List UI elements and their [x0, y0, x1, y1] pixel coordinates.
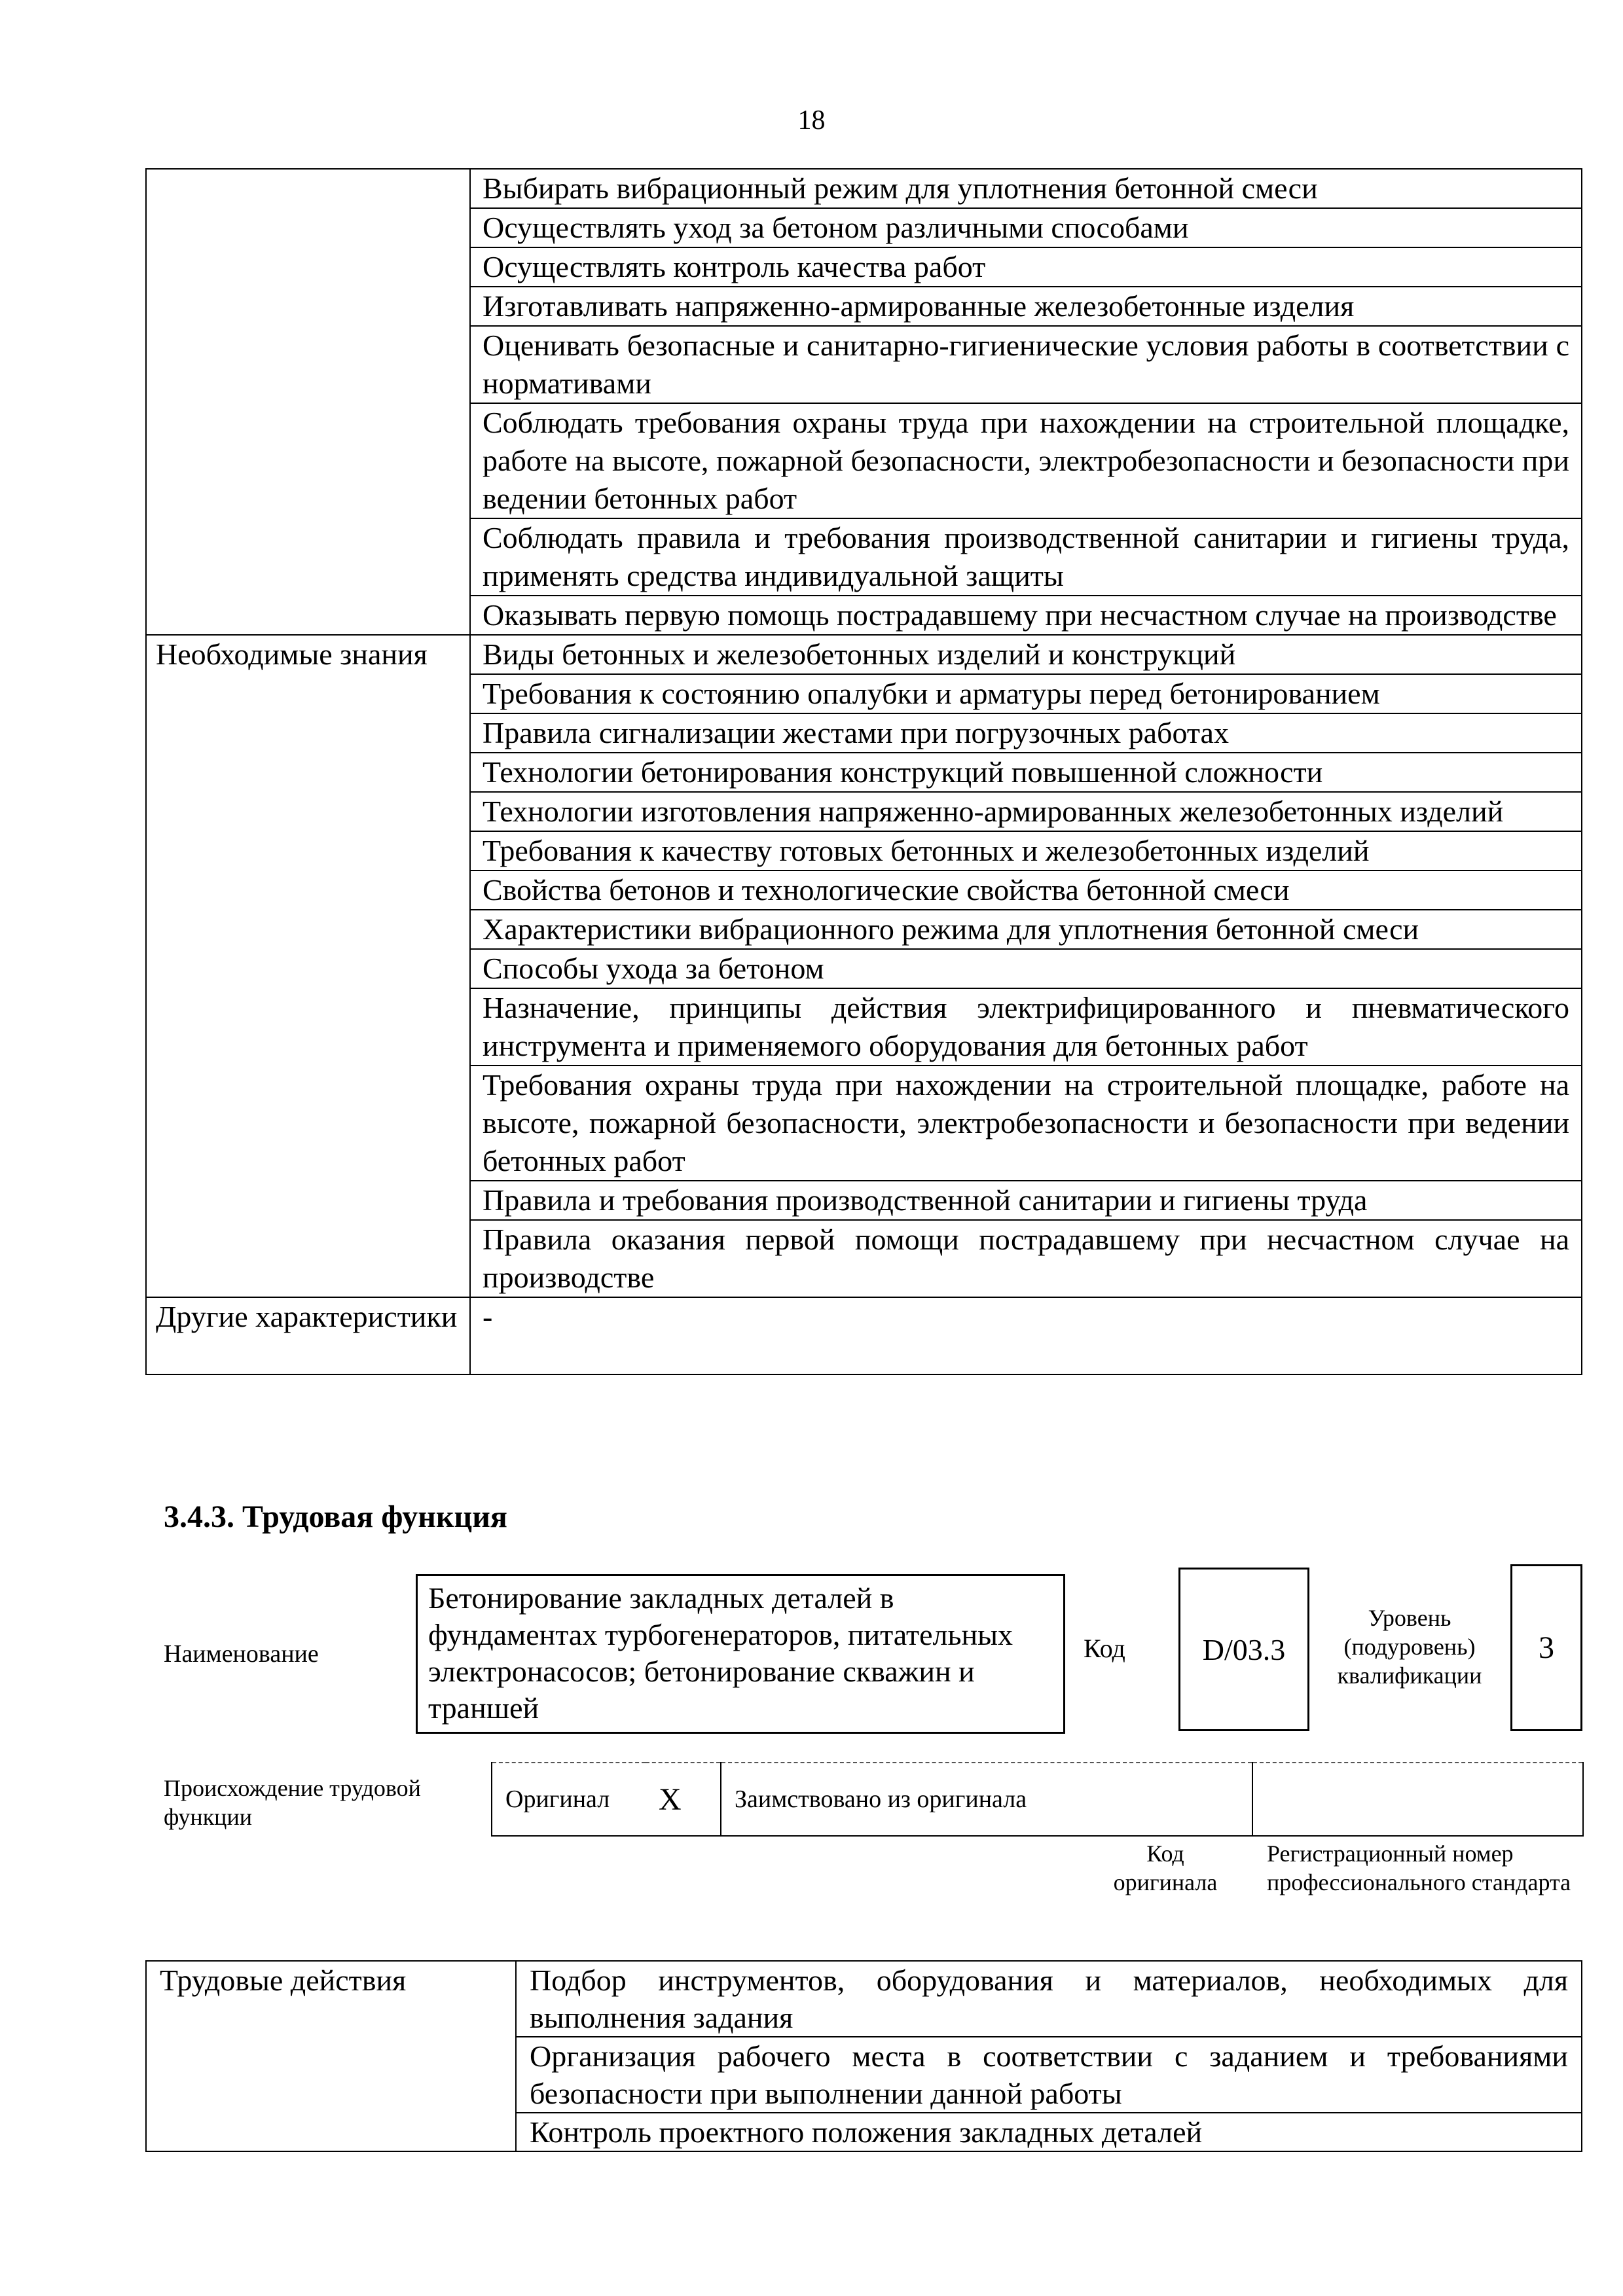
- skill-item: Изготавливать напряженно-армированные железобетонные изделия: [470, 287, 1582, 326]
- knowledge-item: Свойства бетонов и технологические свойства бетонной смеси: [470, 870, 1582, 910]
- skill-item: Осуществлять уход за бетоном различными способами: [470, 208, 1582, 247]
- page-number: 18: [797, 105, 826, 135]
- action-item: Подбор инструментов, оборудования и материалов, необходимых для выполнения задания: [516, 1961, 1582, 2037]
- origin-original-mark: X: [646, 1763, 721, 1836]
- action-item: Организация рабочего места в соответствии с заданием и требованиями безопасности при выполнении данной работы: [516, 2037, 1582, 2113]
- knowledge-item: Способы ухода за бетоном: [470, 949, 1582, 988]
- actions-label: Трудовые действия: [146, 1961, 516, 2151]
- origin-table: [491, 1762, 1584, 1837]
- skill-item: Выбирать вибрационный режим для уплотнения бетонной смеси: [470, 169, 1582, 208]
- knowledge-row: [146, 635, 1582, 674]
- other-label: Другие характеристики: [146, 1297, 470, 1374]
- knowledge-item: Требования к состоянию опалубки и арматуры перед бетонированием: [470, 674, 1582, 713]
- skill-item: Оказывать первую помощь пострадавшему при несчастном случае на производстве: [470, 596, 1582, 635]
- reg-number-caption: Регистрационный номер профессионального стандарта: [1267, 1840, 1571, 1895]
- action-row: [146, 1961, 1582, 2037]
- knowledge-item: Технологии бетонирования конструкций повышенной сложности: [470, 753, 1582, 792]
- origin-reg-number-cell: [1252, 1763, 1583, 1836]
- knowledge-item: Технологии изготовления напряженно-армированных железобетонных изделий: [470, 792, 1582, 831]
- action-item: Контроль проектного положения закладных деталей: [516, 2113, 1582, 2151]
- function-name-box: Бетонирование закладных деталей в фундаментах турбогенераторов, питательных электронасосов; бетонирование скважин и траншей: [416, 1574, 1065, 1734]
- skill-item: Соблюдать требования охраны труда при нахождении на строительной площадке, работе на высоте, пожарной безопасности, электробезопасности и безопасности при ведении бетонных работ: [470, 403, 1582, 518]
- section-title: 3.4.3. Трудовая функция: [164, 1499, 507, 1534]
- other-value: -: [470, 1297, 1582, 1374]
- actions-table: [145, 1960, 1582, 2152]
- knowledge-item: Требования охраны труда при нахождении на строительной площадке, работе на высоте, пожарной безопасности, электробезопасности и безопасности при ведении бетонных работ: [470, 1066, 1582, 1181]
- origin-label: Происхождение трудовой функции: [164, 1775, 421, 1830]
- requirements-table: [145, 168, 1582, 1375]
- knowledge-item: Виды бетонных и железобетонных изделий и конструкций: [470, 635, 1582, 674]
- level-label: Уровень (подуровень) квалификации: [1337, 1605, 1482, 1689]
- knowledge-item: Требования к качеству готовых бетонных и железобетонных изделий: [470, 831, 1582, 870]
- skill-item: Осуществлять контроль качества работ: [470, 247, 1582, 287]
- code-value-box: D/03.3: [1178, 1568, 1309, 1731]
- knowledge-item: Правила и требования производственной санитарии и гигиены труда: [470, 1181, 1582, 1220]
- origin-original-label: Оригинал: [492, 1763, 646, 1836]
- original-code-caption: Код оригинала: [1113, 1840, 1218, 1895]
- knowledge-label: Необходимые знания: [146, 635, 470, 1297]
- code-label: Код: [1084, 1634, 1125, 1663]
- knowledge-item: Назначение, принципы действия электрифицированного и пневматического инструмента и применяемого оборудования для бетонных работ: [470, 988, 1582, 1066]
- knowledge-item: Характеристики вибрационного режима для уплотнения бетонной смеси: [470, 910, 1582, 949]
- knowledge-item: Правила оказания первой помощи пострадавшему при несчастном случае на производстве: [470, 1220, 1582, 1297]
- knowledge-item: Правила сигнализации жестами при погрузочных работах: [470, 713, 1582, 753]
- skill-item: Оценивать безопасные и санитарно-гигиенические условия работы в соответствии с нормативами: [470, 326, 1582, 403]
- other-row: [146, 1297, 1582, 1374]
- skill-item: Соблюдать правила и требования производственной санитарии и гигиены труда, применять средства индивидуальной защиты: [470, 518, 1582, 596]
- origin-borrowed-label: Заимствовано из оригинала: [721, 1763, 1252, 1836]
- name-label: Наименование: [164, 1640, 319, 1668]
- level-value-box: 3: [1510, 1564, 1582, 1731]
- skills-row: [146, 169, 1582, 208]
- skills-label-cell: [146, 169, 470, 635]
